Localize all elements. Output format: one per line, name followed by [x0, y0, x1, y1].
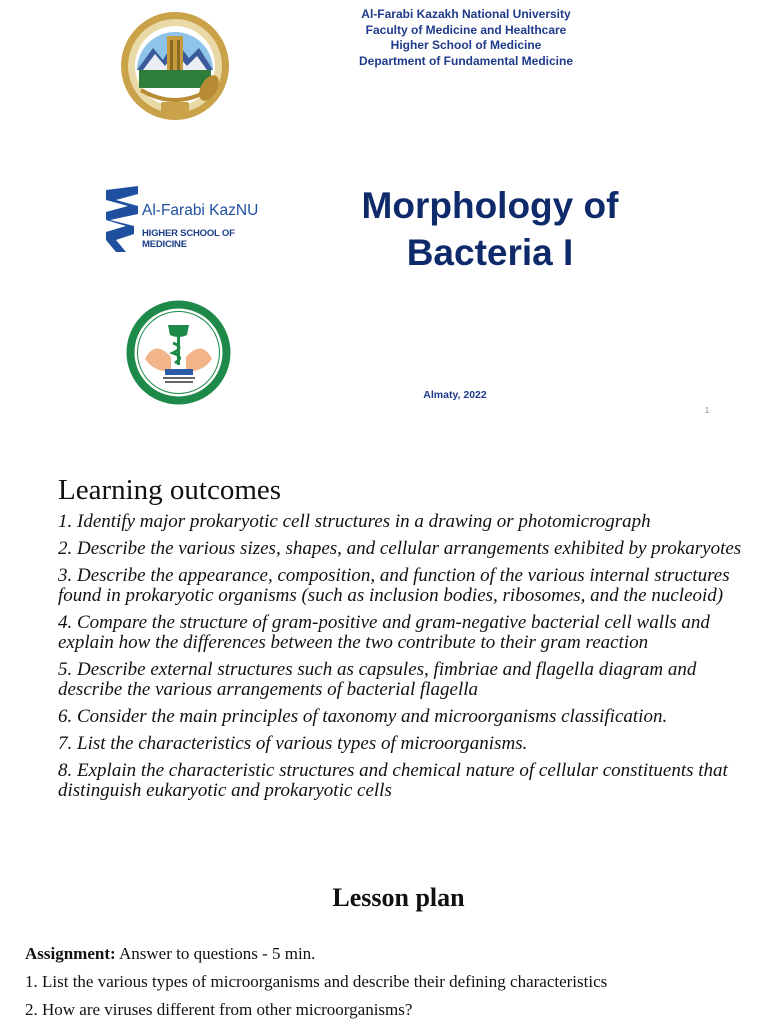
institution-school: Higher School of Medicine: [390, 38, 542, 52]
learning-outcomes-heading: Learning outcomes: [58, 474, 282, 506]
title-line-1: Morphology of: [361, 185, 619, 226]
outcome-item: 3. Describe the appearance, composition, and function of the various internal structures found in prokaryotic organisms (such as inclusion bodies, ribosomes, and the nucleoid): [58, 565, 730, 606]
outcome-item: 1. Identify major prokaryotic cell structures in a drawing or photomicrograph: [58, 511, 651, 532]
lesson-plan-body: [25, 944, 755, 1028]
hsm-name: Al-Farabi KazNU: [142, 202, 259, 219]
institution-block: [300, 7, 632, 69]
institution-university: Al-Farabi Kazakh National University: [361, 7, 571, 21]
page-number: 1: [704, 406, 710, 415]
outcome-item: 7. List the characteristics of various types of microorganisms.: [58, 733, 528, 754]
title-line-2: Bacteria I: [406, 232, 574, 273]
presentation-title: [330, 182, 650, 276]
outcome-item: 8. Explain the characteristic structures and chemical nature of cellular constituents that distinguish eukaryotic and prokaryotic cells: [58, 760, 728, 801]
outcome-item: 2. Describe the various sizes, shapes, and cellular arrangements exhibited by prokaryotes: [58, 538, 742, 559]
university-seal-logo: [119, 10, 231, 122]
hsm-emblem-icon: [104, 186, 140, 252]
institution-faculty: Faculty of Medicine and Healthcare: [365, 22, 567, 37]
assignment-line: [25, 944, 755, 963]
lesson-plan-heading: Lesson plan: [332, 883, 465, 912]
medical-school-seal-logo: [125, 299, 232, 406]
city-year: Almaty, 2022: [423, 389, 487, 401]
institution-department: Department of Fundamental Medicine: [358, 53, 574, 68]
outcome-item: 6. Consider the main principles of taxonomy and microorganisms classification.: [58, 706, 668, 727]
question-item: 2. How are viruses different from other microorganisms?: [25, 1000, 413, 1019]
assignment-label: Assignment:: [25, 944, 116, 963]
hsm-subtitle: HIGHER SCHOOL OF MEDICINE: [142, 228, 235, 250]
outcome-item: 4. Compare the structure of gram-positive and gram-negative bacterial cell walls and explain how the differences between the two contribute to their gram reaction: [58, 612, 710, 653]
hsm-logo: [104, 186, 274, 252]
learning-outcomes-list: [58, 512, 758, 808]
assignment-text: Answer to questions - 5 min.: [115, 944, 316, 963]
question-item: 1. List the various types of microorganisms and describe their defining characteristics: [25, 972, 608, 991]
outcome-item: 5. Describe external structures such as capsules, fimbriae and flagella diagram and describe the various arrangements of bacterial flagella: [58, 659, 697, 700]
